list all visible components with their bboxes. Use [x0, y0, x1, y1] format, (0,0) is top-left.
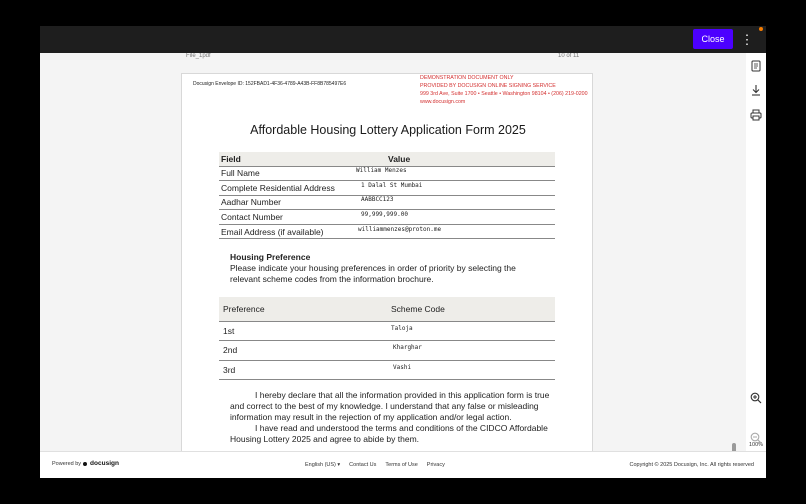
demo-line: www.docusign.com — [420, 99, 466, 105]
table-row — [219, 360, 555, 380]
scheme-code — [387, 321, 555, 341]
field-value — [354, 195, 555, 210]
zoom-in-icon[interactable] — [749, 391, 763, 405]
download-icon[interactable] — [749, 83, 763, 97]
print-icon[interactable] — [749, 108, 763, 122]
field-value-text: 1 Dalal St Mumbai — [361, 181, 423, 189]
field-value — [354, 181, 555, 196]
close-button[interactable]: Close — [693, 29, 733, 49]
table-row — [219, 210, 555, 225]
copyright: Copyright © 2025 Docusign, Inc. All rights reserved — [629, 462, 754, 468]
table-row — [219, 195, 555, 210]
demo-notice — [420, 74, 588, 106]
language-label: English (US) — [305, 462, 336, 468]
vertical-scrollbar-thumb[interactable] — [732, 443, 736, 451]
table-row — [219, 341, 555, 361]
field-value — [354, 224, 555, 239]
column-header: Field — [219, 152, 354, 166]
scheme-code — [387, 360, 555, 380]
field-value — [354, 166, 555, 181]
demo-line: 999 3rd Ave, Suite 1700 • Seattle • Washington 98104 • (206) 219-0200 — [420, 91, 588, 97]
field-value-text: William Menzes — [356, 167, 407, 175]
zoom-level: 100% — [748, 442, 764, 448]
scheme-code — [387, 341, 555, 361]
powered-by — [52, 460, 119, 467]
document-page — [181, 73, 593, 451]
document-viewer-window — [40, 26, 766, 478]
column-header: Value — [354, 152, 555, 166]
field-value-text: 99,999,999.00 — [361, 211, 408, 219]
field-value — [354, 210, 555, 225]
preference-table — [219, 297, 555, 380]
file-name: File_1pdf — [186, 53, 211, 59]
field-value-text: williammenzes@proton.me — [358, 225, 442, 233]
more-options-icon[interactable]: ⋮ — [740, 31, 754, 47]
contact-us-link[interactable]: Contact Us — [349, 462, 377, 468]
table-row — [219, 224, 555, 239]
chevron-down-icon: ▾ — [337, 462, 341, 468]
table-header-row — [219, 297, 555, 321]
field-label: Contact Number — [219, 210, 354, 225]
terms-of-use-link[interactable]: Terms of Use — [385, 462, 418, 468]
column-header: Scheme Code — [387, 297, 555, 321]
table-row — [219, 181, 555, 196]
language-selector[interactable] — [305, 462, 340, 468]
field-label: Aadhar Number — [219, 195, 354, 210]
table-header-row — [219, 152, 555, 166]
field-value-text: AABBCC123 — [361, 196, 394, 204]
table-row — [219, 321, 555, 341]
preference-rank: 2nd — [219, 341, 387, 361]
preference-rank: 1st — [219, 321, 387, 341]
scheme-code-text: Vashi — [393, 363, 412, 371]
side-toolbar — [746, 53, 766, 451]
form-title: Affordable Housing Lottery Application Form 2025 — [250, 123, 526, 137]
declaration-paragraph: I hereby declare that all the information provided in this application form is true and correct to the best of my knowledge. I understand that any false or misleading information may result in the rejection of my application and/or legal action. — [230, 390, 550, 422]
privacy-link[interactable]: Privacy — [426, 462, 445, 468]
housing-preference-description: Please indicate your housing preferences in order of priority by selecting the relevant scheme codes from the information brochure. — [230, 263, 516, 284]
fields-table — [219, 152, 555, 239]
docusign-logo-icon — [83, 462, 87, 466]
document-viewport[interactable] — [40, 53, 746, 451]
powered-by-label: Powered by — [52, 460, 82, 467]
page-thumbnail-icon[interactable] — [749, 59, 763, 73]
preference-rank: 3rd — [219, 360, 387, 380]
field-label: Complete Residential Address — [219, 181, 354, 196]
notification-dot — [759, 27, 763, 31]
scheme-code-text: Kharghar — [393, 344, 422, 352]
table-row — [219, 166, 555, 181]
demo-line: PROVIDED BY DOCUSIGN ONLINE SIGNING SERVICE — [420, 83, 556, 89]
envelope-id: Docusign Envelope ID: 152FBAD1-4F36-4789-A43B-FF8B785497E6 — [193, 81, 347, 87]
footer — [40, 451, 766, 478]
field-label: Full Name — [219, 166, 354, 181]
scheme-code-text: Taloja — [391, 324, 413, 332]
brand-name: docusign — [90, 460, 119, 467]
footer-links — [305, 462, 445, 468]
page-indicator: 10 of 11 — [558, 53, 580, 59]
demo-line: DEMONSTRATION DOCUMENT ONLY — [420, 75, 514, 81]
declaration — [230, 390, 550, 445]
column-header: Preference — [219, 297, 387, 321]
declaration-paragraph: I have read and understood the terms and conditions of the CIDCO Affordable Housing Lottery 2025 and agree to abide by them. — [230, 423, 548, 444]
zoom-out-icon[interactable] — [749, 431, 763, 445]
field-label: Email Address (if available) — [219, 224, 354, 239]
top-bar — [40, 26, 766, 53]
housing-preference-title: Housing Preference — [230, 252, 311, 262]
